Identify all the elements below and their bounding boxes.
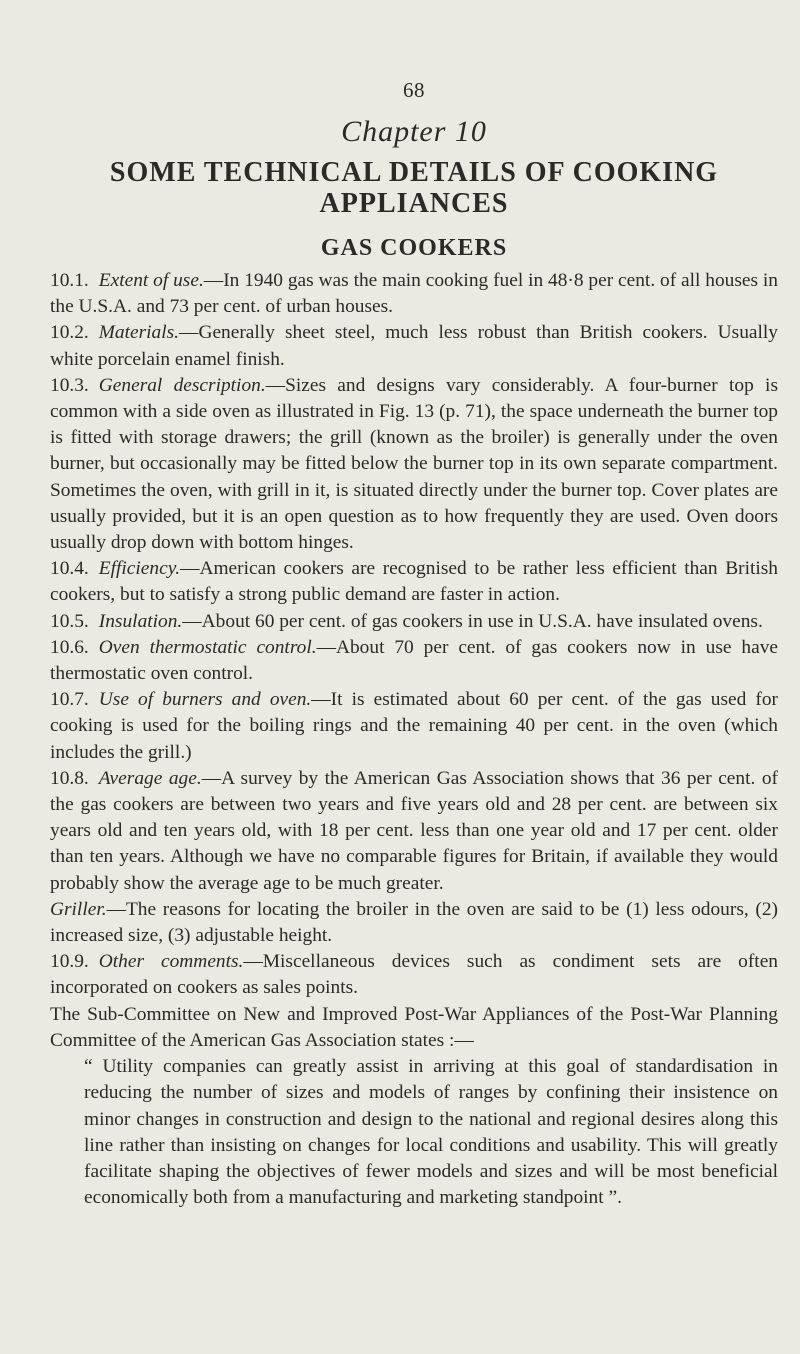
paragraph-number: 10.1.: [50, 270, 89, 291]
chapter-title-line: APPLIANCES: [319, 188, 509, 219]
paragraph-number: 10.4.: [50, 558, 89, 580]
paragraph-number: 10.5.: [50, 610, 89, 632]
paragraph-sub-committee: [50, 1002, 778, 1054]
paragraph-heading: Use of burners and oven.: [98, 689, 312, 711]
paragraph-text: —A survey by the American Gas Association shows that 36 per cent. of the gas cookers are between two years and five years old and 28 per cent. are between six years old and ten years old, with 18 per cent. less than one year old and 17 per cent. older than ten years. Although we have no comparable figures for Britain, if available they would probably show the average age to be much greater.: [50, 767, 779, 894]
paragraph-10-3: [50, 373, 778, 556]
paragraph-text: —Sizes and designs vary considerably. A four-burner top is common with a side oven as illustrated in Fig. 13 (p. 71), the space underneath the burner top is fitted with storage drawers; the grill (known as the broiler) is generally under the oven burner, but occasionally may be fitted below the burner top in its own separate compartment. Sometimes the oven, with grill in it, is situated directly under the burner top. Cover plates are usually provided, but it is an open question as to how frequently they are used. Oven doors usually drop down with bottom hinges.: [50, 374, 778, 554]
paragraph-10-6: [50, 635, 778, 687]
paragraph-text: —It is estimated about 60 per cent. of the gas used for cooking is used for the boiling rings and the remaining 40 per cent. in the oven (which includes the grill.): [50, 689, 779, 763]
paragraph-number: 10.8.: [50, 767, 89, 789]
chapter-title-line: SOME TECHNICAL DETAILS OF COOKING: [109, 157, 719, 188]
paragraph-number: 10.3.: [50, 374, 89, 396]
paragraph-text: —Miscellaneous devices such as condiment sets are often incorporated on cookers as sales points.: [50, 951, 778, 999]
chapter-heading: Chapter 10: [341, 115, 487, 148]
paragraph-heading: Other comments.: [98, 951, 244, 973]
paragraph-number: 10.2.: [50, 322, 89, 344]
paragraph-heading: Extent of use.: [98, 270, 204, 291]
paragraph-text: —About 70 per cent. of gas cookers now in use have thermostatic oven control.: [50, 636, 778, 685]
paragraph-griller: [50, 897, 778, 949]
paragraph-10-1: [50, 268, 778, 320]
paragraph-10-2: [50, 320, 778, 372]
paragraph-10-8: [50, 766, 778, 897]
paragraph-text: —The reasons for locating the broiler in the oven are said to be (1) less odours, (2) increased size, (3) adjustable height.: [50, 898, 778, 947]
paragraph-heading: Insulation.: [98, 610, 183, 632]
paragraph-text: —About 60 per cent. of gas cookers in use in U.S.A. have insulated ovens.: [182, 610, 763, 632]
page-number: 68: [403, 78, 425, 102]
paragraph-10-7: [50, 687, 778, 766]
paragraph-10-4: [50, 556, 778, 608]
paragraph-number: 10.9.: [50, 951, 89, 973]
paragraph-10-5: [50, 609, 778, 635]
paragraph-text: —In 1940 gas was the main cooking fuel in 48·8 per cent. of all houses in the U.S.A. and 73 per cent. of urban houses.: [50, 270, 778, 318]
paragraph-number: 10.6.: [50, 636, 89, 658]
paragraph-heading: Efficiency.: [98, 558, 181, 580]
paragraph-heading: Griller.: [50, 898, 107, 920]
paragraph-text: —Generally sheet steel, much less robust than British cookers. Usually white porcelain enamel finish.: [50, 322, 778, 370]
section-heading: GAS COOKERS: [320, 235, 508, 261]
paragraph-heading: General description.: [98, 374, 266, 396]
paragraph-text: The Sub-Committee on New and Improved Post-War Appliances of the Post-War Planning Committee of the American Gas Association states :—: [50, 1003, 778, 1051]
paragraph-10-9: [50, 949, 778, 1001]
paragraph-heading: Average age.: [98, 767, 202, 789]
paragraph-number: 10.7.: [50, 689, 89, 711]
block-quote: “ Utility companies can greatly assist in arriving at this goal of standardisation in reducing the number of sizes and models of ranges by confining their insistence on minor changes in construction and design to the national and regional desires along this line rather than insisting on changes for local conditions and usability. This will greatly facilitate shaping the objectives of fewer models and sizes and will be most beneficial economically both from a manufacturing and marketing standpoint ”.: [84, 1056, 778, 1209]
paragraph-heading: Materials.: [98, 322, 180, 344]
paragraph-heading: Oven thermostatic control.: [98, 636, 317, 658]
paragraph-text: —American cookers are recognised to be rather less efficient than British cookers, but to satisfy a strong public demand are faster in action.: [50, 558, 778, 606]
chapter-title: [50, 157, 778, 219]
